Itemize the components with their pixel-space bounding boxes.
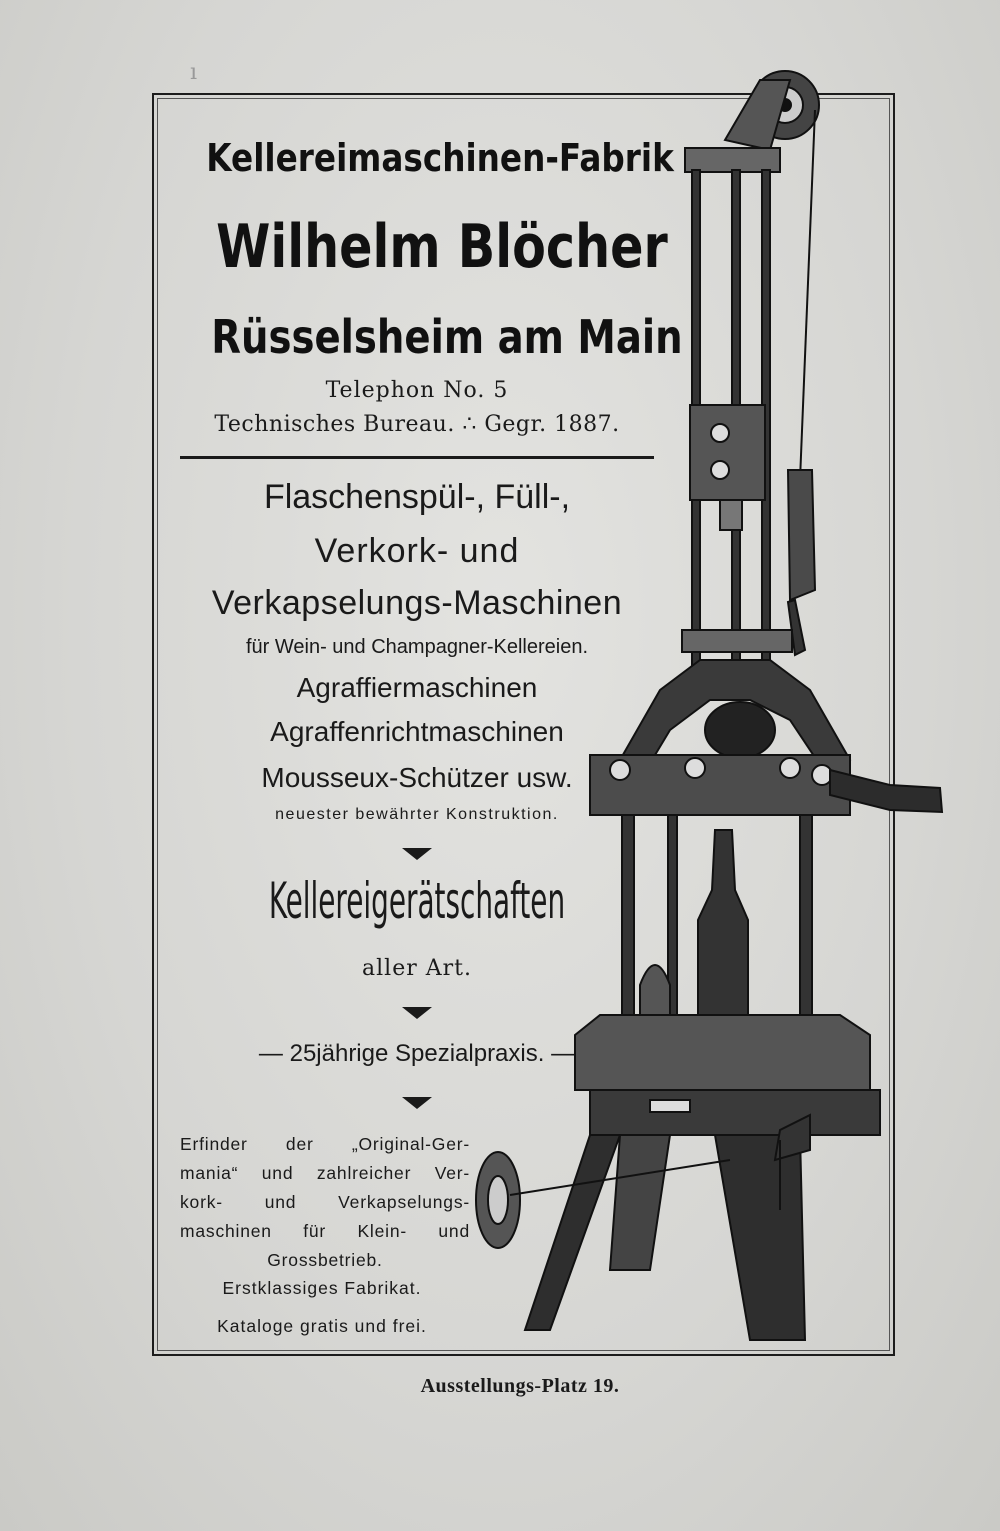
down-triangle-icon — [402, 1007, 432, 1019]
margin-mark: ı — [190, 60, 198, 85]
description-line: kork- und Verkapselungs- — [180, 1192, 470, 1212]
product-line-5: Agraffiermaschinen — [296, 672, 538, 703]
down-triangle-icon — [402, 1097, 432, 1109]
description-line: maschinen für Klein- und — [180, 1221, 470, 1241]
catalog-statement: Kataloge gratis und frei. — [217, 1316, 427, 1336]
bottle-corking-machine-icon — [470, 40, 945, 1350]
exhibition-location: Ausstellungs-Platz 19. — [420, 1375, 620, 1397]
product-line-2: Verkork- und — [314, 532, 520, 570]
down-triangle-icon — [402, 848, 432, 860]
product-line-3: Verkapselungs-Maschinen — [211, 584, 623, 622]
company-location: Rüsselsheim am Main — [211, 310, 683, 364]
description-line: mania“ und zahlreicher Ver- — [180, 1163, 470, 1183]
company-name: Wilhelm Blöcher — [216, 212, 668, 282]
tools-title: Kellereigerätschaften — [268, 872, 566, 930]
tools-subtitle: aller Art. — [362, 956, 472, 981]
product-line-4: für Wein- und Champagner-Kellereien. — [245, 636, 589, 658]
bureau-founded: Technisches Bureau. ∴ Gegr. 1887. — [214, 412, 620, 437]
inventor-description — [180, 1130, 470, 1275]
experience-line: — 25jährige Spezialpraxis. — — [258, 1040, 576, 1067]
quality-statement: Erstklassiges Fabrikat. — [222, 1278, 422, 1298]
telephone-number: Telephon No. 5 — [325, 378, 509, 403]
description-line: Grossbetrieb. — [267, 1250, 383, 1270]
product-line-7: Mousseux-Schützer usw. — [261, 762, 573, 793]
company-type: Kellereimaschinen-Fabrik — [206, 136, 674, 180]
product-line-8: neuester bewährter Konstruktion. — [275, 806, 559, 823]
product-line-1: Flaschenspül-, Füll-, — [263, 478, 571, 516]
description-line: Erfinder der „Original-Ger- — [180, 1134, 470, 1154]
product-line-6: Agraffenrichtmaschinen — [270, 716, 564, 747]
